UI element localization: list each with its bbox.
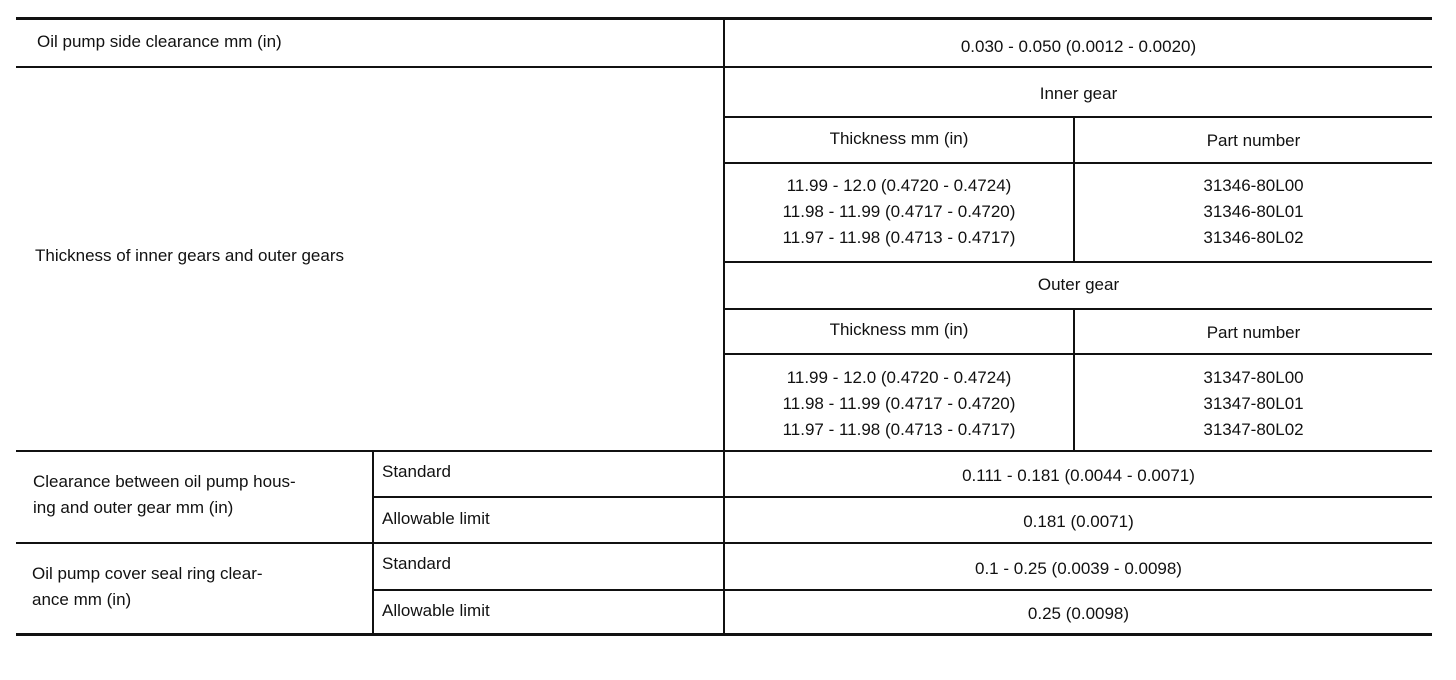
inner-gear-header-divider	[723, 116, 1432, 118]
seal-limit-value: 0.25 (0.0098)	[1027, 604, 1130, 623]
label-line: ing and outer gear mm (in)	[33, 498, 234, 517]
subrow-divider	[373, 589, 1432, 591]
outer-part-number-column-header: Part number	[1206, 323, 1301, 342]
label-line: Oil pump cover seal ring clear-	[32, 564, 263, 583]
outer-thickness-values	[725, 365, 1073, 443]
housing-standard-label: Standard	[382, 462, 451, 481]
outer-gear-header-divider	[723, 308, 1432, 310]
housing-clearance-label	[33, 469, 296, 521]
label-line: Clearance between oil pump hous-	[33, 472, 296, 491]
condition-column-divider	[372, 451, 374, 634]
outer-gear-header: Outer gear	[1037, 275, 1120, 294]
seal-standard-label: Standard	[382, 554, 451, 573]
thickness-label: Thickness of inner gears and outer gears	[35, 246, 345, 265]
inner-part-number-column-header: Part number	[1206, 131, 1301, 150]
outer-subheader-divider	[723, 353, 1432, 355]
housing-limit-value: 0.181 (0.0071)	[1023, 512, 1134, 531]
inner-subheader-divider	[723, 162, 1432, 164]
inner-thickness-column-header: Thickness mm (in)	[829, 129, 969, 148]
housing-standard-value: 0.111 - 0.181 (0.0044 - 0.0071)	[962, 466, 1195, 485]
seal-standard-value: 0.1 - 0.25 (0.0039 - 0.0098)	[975, 559, 1182, 578]
list-item: 31347-80L00	[1203, 368, 1304, 387]
inner-part-numbers	[1075, 173, 1432, 251]
list-item: 11.97 - 11.98 (0.4713 - 0.4717)	[782, 420, 1016, 439]
subrow-divider	[373, 496, 1432, 498]
list-item: 11.98 - 11.99 (0.4717 - 0.4720)	[782, 202, 1016, 221]
list-item: 31346-80L02	[1203, 228, 1304, 247]
label-line: ance mm (in)	[32, 590, 132, 609]
list-item: 11.99 - 12.0 (0.4720 - 0.4724)	[786, 176, 1012, 195]
housing-limit-label: Allowable limit	[382, 509, 490, 528]
outer-part-numbers	[1075, 365, 1432, 443]
outer-thickness-column-header: Thickness mm (in)	[829, 320, 969, 339]
inner-values-divider	[723, 261, 1432, 263]
inner-gear-header: Inner gear	[1039, 84, 1118, 103]
inner-thickness-values	[725, 173, 1073, 251]
side-clearance-label: Oil pump side clearance mm (in)	[37, 32, 282, 51]
list-item: 11.97 - 11.98 (0.4713 - 0.4717)	[782, 228, 1016, 247]
list-item: 11.98 - 11.99 (0.4717 - 0.4720)	[782, 394, 1016, 413]
seal-limit-label: Allowable limit	[382, 601, 490, 620]
list-item: 31347-80L02	[1203, 420, 1304, 439]
list-item: 11.99 - 12.0 (0.4720 - 0.4724)	[786, 368, 1012, 387]
seal-ring-clearance-label	[32, 561, 263, 613]
spec-table	[16, 0, 1432, 680]
list-item: 31346-80L00	[1203, 176, 1304, 195]
side-clearance-value: 0.030 - 0.050 (0.0012 - 0.0020)	[960, 37, 1197, 56]
list-item: 31346-80L01	[1203, 202, 1304, 221]
list-item: 31347-80L01	[1203, 394, 1304, 413]
